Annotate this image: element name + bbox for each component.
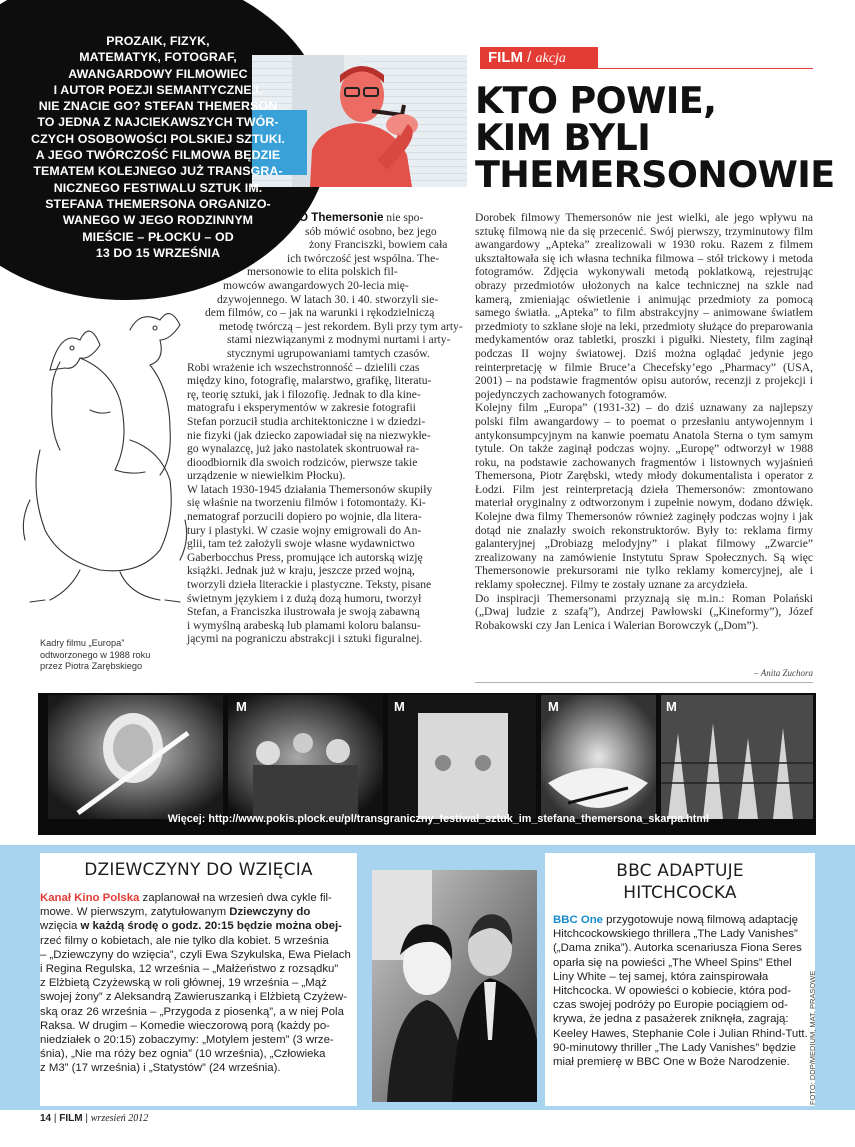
article-line: dioodbiornik dla swoich rodziców, pierwsze takie	[187, 455, 418, 469]
article-line: Robi wrażenie ich wszechstronność – dzielili czas	[187, 360, 420, 374]
news-line: („Dama znika”). Autorka scenariusza Fiona Seres	[553, 942, 802, 955]
news-line: śnia), „Nie ma róży bez ognia” (10 września), „Człowieka	[40, 1048, 326, 1061]
caption-line: odtworzonego w 1988 roku	[40, 649, 151, 660]
news-box-body	[40, 891, 351, 1076]
headline-line: THEMERSONOWIE	[475, 153, 835, 196]
article-line: Gaberbocchus Press, promujące ich autorską wizję	[187, 550, 423, 564]
headline-line: KTO POWIE,	[475, 79, 717, 122]
news-box-title-line: BBC ADAPTUJE	[616, 861, 744, 881]
article-line: się właśnie na tworzeniu filmów i fotomontaży. Ki-	[187, 496, 426, 510]
article-line: świetnym językiem i z dużą dozą humoru, tworzył	[187, 591, 422, 605]
news-line: oparła się na powieści „The Wheel Spins” Ethel	[553, 956, 792, 969]
article-line: metodę twórczą – jest rekordem. Byli przy tym arty-	[219, 319, 463, 333]
news-line: Raksa. W drugim – Komedie wieczorową porą (każdy po-	[40, 1019, 330, 1032]
article-line: dem filmów, co – jak na warunki i rękodzielniczą	[205, 306, 435, 320]
intro-line: NICZNEGO FESTIWALU SZTUK IM.	[53, 180, 263, 195]
footer-issue: wrzesień 2012	[90, 1113, 149, 1124]
article-line: matografu i eksperymentów w zakresie fotografii	[187, 401, 416, 415]
news-box-dziewczyny	[40, 853, 357, 1106]
intro-line: MATEMATYK, FOTOGRAF,	[79, 50, 237, 65]
news-line: zaplanował na wrzesień dwa cykle fil-	[139, 892, 332, 904]
section-tag	[480, 47, 598, 69]
news-line: czas swojej podróży po Europie pociągiem od-	[553, 999, 788, 1012]
intro-line: TEMATEM KOLEJNEGO JUŻ TRANSGRA-	[33, 164, 283, 179]
news-line: przygotowuje nową filmową adaptację	[603, 914, 799, 926]
intro-line: A JEGO TWÓRCZOŚĆ FILMOWA BĘDZIE	[35, 148, 281, 163]
article-line: tworzyli dzieła literackie i plastyczne. Teksty, pisane	[187, 578, 432, 592]
news-line: Hitchcocka. W opowieści o kobiecie, która pod-	[553, 985, 792, 998]
article-column-right	[475, 211, 813, 632]
news-line: ską oraz 26 września – „Przygoda z piosenką”, a w niej Pola	[40, 1005, 344, 1018]
article-line: mowców awangardowych 20-lecia mię-	[223, 278, 409, 292]
intro-line: CZYCH OSOBOWOŚCI POLSKIEJ SZTUKI.	[31, 131, 285, 146]
article-line: i wymyślną arabeską lub plamami koloru balansu-	[187, 618, 421, 632]
intro-line: MIEŚCIE – PŁOCKU – OD	[82, 229, 234, 244]
article-line: ich twórczość jest wspólna. The-	[287, 251, 440, 265]
news-line: 90-minutowy thriller „The Lady Vanishes” będzie	[553, 1041, 796, 1054]
intro-line: NIE ZNACIE GO? STEFAN THEMERSON	[38, 99, 278, 114]
article-line: nematograf porzucili dopiero po wojnie, dla litera-	[187, 510, 422, 524]
intro-line: I AUTOR POEZJI SEMANTYCZNEJ.	[53, 82, 263, 97]
article-line: Stefan, a Franciszka ilustrowała je swoją zabawną	[187, 605, 420, 619]
article-line: nie fizyki (jak dziecko zapowiadał się na niezwykłe-	[187, 428, 431, 442]
page-footer	[40, 1113, 148, 1124]
intro-line: AWANGARDOWY FILMOWIEC	[68, 66, 248, 81]
article-line: glii, tam też założyli swoje własne wydawnictwo	[187, 537, 415, 551]
themerson-sketch-illustration	[20, 300, 195, 620]
section-subname: akcja	[535, 51, 566, 66]
news-line: – „Dziewczyny do wzięcia”, czyli Ewa Szykulska, Ewa Pielach	[40, 948, 351, 961]
news-box-bbc	[545, 853, 815, 1106]
news-box-title	[545, 860, 815, 904]
news-line: Keeley Hawes, Stephanie Cole i Julian Rhind-Tutt.	[553, 1027, 808, 1040]
intro-line: STEFANA THEMERSONA ORGANIZO-	[45, 196, 271, 211]
article-paragraph: Do inspiracji Themersonami przyznają się m.in.: Roman Polański („Dwaj ludzie z szafą”), Andrzej Pawłowski („Kineformy”), Józef Robakowski czy Jan Lenica i Walerian Borowczyk („Dom”).	[475, 591, 813, 632]
tag-rule	[598, 68, 813, 69]
footer-separator: |	[51, 1113, 60, 1124]
article-line: urządzenie w niewielkim Płocku).	[187, 469, 346, 483]
news-line: Hitchcockowskiego thrillera „The Lady Vanishes”	[553, 928, 798, 941]
news-line: mowe. W pierwszym, zatytułowanym Dziewczyny do	[40, 906, 311, 919]
article-line: dzywojennego. W latach 30. i 40. stworzyli sie-	[217, 292, 439, 306]
lady-vanishes-still-photo	[372, 870, 537, 1102]
frame-marker: M	[666, 699, 677, 714]
frame-marker: M	[394, 699, 405, 714]
news-line: wzięcia w każdą środę o godz. 20:15 będzie można obej-	[40, 920, 342, 933]
article-line: nie spo-	[383, 211, 424, 224]
article-line: książki. Jednak już w kraju, jeszcze przed wojną,	[187, 564, 415, 578]
article-line: sób mówić osobno, bez jego	[305, 224, 437, 238]
headline-line: KIM BYLI	[475, 116, 651, 159]
news-box-title: DZIEWCZYNY DO WZIĘCIA	[84, 860, 313, 880]
more-info-link[interactable]: Więcej: http://www.pokis.plock.eu/pl/transgraniczny_festiwal_sztuk_im_stefana_themersona_skarpa.html	[167, 813, 709, 825]
channel-name: BBC One	[553, 914, 603, 926]
caption-line: przez Piotra Zarębskiego	[40, 661, 143, 671]
footer-section: FILM	[59, 1113, 83, 1124]
caption-line: Kadry filmu „Europa”	[40, 638, 125, 648]
article-line: rę, teorię sztuki, jak i filozofię. Jednak to dla kine-	[187, 387, 421, 401]
news-line: rzeć filmy o kobietach, ale nie tylko dla kobiet. 5 września	[40, 934, 329, 947]
intro-line: 13 DO 15 WRZEŚNIA	[95, 245, 221, 260]
news-line: niedziałek o 20:15) zobaczymy: „Motylem jestem” (3 wrze-	[40, 1034, 334, 1047]
author-rule	[475, 682, 813, 683]
article-line: między kino, fotografię, malarstwo, grafikę, literatu-	[187, 374, 432, 388]
news-line: i Regina Regulska, 12 września – „Małżeństwo z rozsądku”	[40, 963, 339, 976]
article-line: W latach 1930-1945 działania Themersonów skupiły	[187, 482, 433, 496]
footer-separator: |	[82, 1113, 91, 1124]
section-separator: /	[523, 49, 536, 66]
news-line: krywa, że jedna z pasażerek zniknęła, zagrają:	[553, 1013, 789, 1026]
intro-line: TO JEDNA Z NAJCIEKAWSZYCH TWÓR-	[37, 115, 279, 130]
intro-line: WANEGO W JEGO RODZINNYM	[62, 213, 254, 228]
article-line: jącymi na pograniczu abstrakcji i sztuki figuralnej.	[187, 632, 423, 646]
article-author: – Anita Zuchora	[754, 668, 813, 678]
article-line: go wynalazcę, już jako nastolatek skontruował ra-	[187, 442, 420, 456]
page-number: 14	[40, 1113, 52, 1124]
article-line: żony Franciszki, bowiem cała	[309, 238, 448, 252]
article-line: Stefan porzucił studia architektoniczne i w dziedzi-	[187, 414, 426, 428]
photo-credit: FOTO: DDP/MEDIUM, MAT. PRASOWE	[808, 970, 817, 1105]
news-line: Liny White – tej samej, która zainspirowała	[553, 970, 769, 983]
frame-marker: M	[236, 699, 247, 714]
section-name: FILM	[488, 49, 523, 66]
channel-name: Kanał Kino Polska	[40, 892, 140, 904]
article-lead: O Themersonie	[299, 211, 384, 224]
article-line: stycznymi ugrupowaniami tamtych czasów.	[227, 346, 430, 360]
article-line: tury i plastyki. W czasie wojny emigrowali do An-	[187, 523, 422, 537]
article-line: mersonowie to elita polskich fil-	[247, 265, 398, 279]
sketch-caption	[40, 638, 190, 673]
news-line: z Elżbietą Czyżewską w roli głównej, 19 września – „Mąż	[40, 977, 327, 990]
news-box-body	[553, 913, 808, 1069]
article-paragraph: Dorobek filmowy Themersonów nie jest wielki, ale jego wpływu na sztukę filmową nie da się przecenić. Swój pierwszy, trzyminutowy film awangardowy „Apteka” zrealizowali w 1930 roku. Razem z filmem ukształtowała się ich własna technika filmowa – stół trickowy i metoda fotogramów. Zdjęcia wykonywali metodą poklatkową, rejestrując obrazy przedmiotów ułożonych na kalce technicznej na szkle nad kamerą, zmieniając oświetlenie i animując przedmioty za pomocą samego światła. „Apteka” to film abstrakcyjny – animowane światłem przedmioty to szklane słoje na leki, przedmioty służące do preparowania medykamentów oraz tabletki, proszki i pigułki. Niestety, film zaginął podczas II wojny światowej. Dziś można oglądać jedynie jego reinterpretację w filmie Bruce’a Checefsky’ego „Pharmacy” (USA, 2001) – na podstawie fragmentów opisu autorów, recenzji z projekcji i pojedynczych zachowanych fotogramów.	[475, 211, 813, 401]
news-line: z M3” (17 września) i „Statystów” (24 września).	[40, 1062, 281, 1075]
article-headline	[475, 79, 855, 196]
frame-marker: M	[548, 699, 559, 714]
news-line: miał premierę w BBC One w Boże Narodzenie.	[553, 1056, 790, 1069]
article-paragraph: Kolejny film „Europa” (1931-32) – do dziś uznawany za najlepszy polski film awangardowy – to poemat o przesłaniu antywojennym i antykonsumpcyjnym na kanwie poematu Anatola Sterna o tym samym tytule. On także zaginął podczas wojny. „Europę” odtworzył w 1988 roku, na podstawie zachowanych fragmentów i listownych wyjaśnień Themersona, Piotr Zarębski, wtedy młody dokumentalista i operator z Łodzi. Film jest reinterpretacją dzieła Themersonów: zmontowano materiał oryginalny z odtworzonym i zupełnie nowym, dodano dźwięk. Kolejne dwa filmy Themersonów również zaginęły podczas wojny i jak dotąd nie znalazły swoich rekonstruktorów. Były to: reklama firmy galanteryjnej „Drobiazg melodyjny” i plakat filmowy „Zwarcie” zrealizowany na zamówienie Instytutu Spraw Społecznych. Są więc Themersonowie prekursorami nie tylko reklamy komercyjnej, ale i reklamy społecznej. Filmy te zostały uznane za arcydzieła.	[475, 401, 813, 592]
intro-line: PROZAIK, FIZYK,	[106, 34, 210, 48]
article-line: stami niezwiązanymi z modnymi nurtami i arty-	[227, 333, 451, 347]
article-column-center	[187, 211, 462, 646]
news-box-title-line: HITCHCOCKA	[623, 883, 737, 903]
news-line: swojej żony” z Aleksandrą Zawieruszanką i Elżbietą Czyżew-	[40, 991, 348, 1004]
